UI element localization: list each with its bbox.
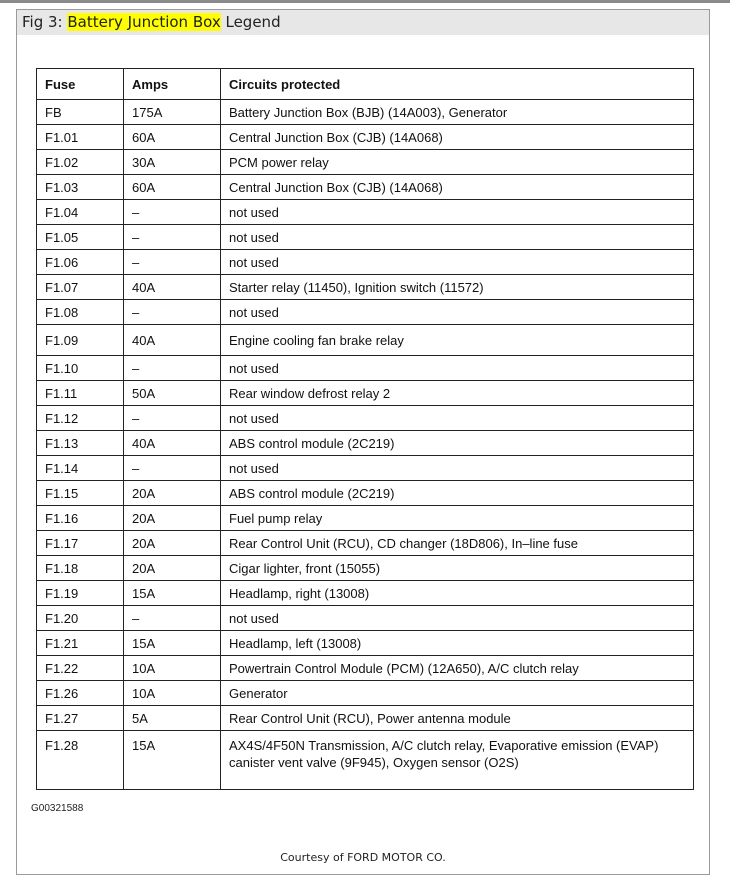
courtesy-credit: Courtesy of FORD MOTOR CO.	[280, 851, 446, 864]
circuit-cell: Headlamp, left (13008)	[221, 631, 694, 656]
circuit-cell: not used	[221, 225, 694, 250]
amps-cell: 30A	[124, 150, 221, 175]
fuse-cell: F1.09	[37, 325, 124, 356]
table-row	[37, 275, 694, 300]
table-row	[37, 681, 694, 706]
circuit-cell: Rear Control Unit (RCU), Power antenna module	[221, 706, 694, 731]
amps-cell: 20A	[124, 531, 221, 556]
table-row	[37, 300, 694, 325]
fuse-cell: F1.12	[37, 406, 124, 431]
fuse-cell: F1.22	[37, 656, 124, 681]
fuse-cell: F1.27	[37, 706, 124, 731]
table-row	[37, 656, 694, 681]
circuit-cell: not used	[221, 606, 694, 631]
table-row	[37, 431, 694, 456]
fuse-cell: F1.15	[37, 481, 124, 506]
fuse-cell: F1.17	[37, 531, 124, 556]
circuit-cell: ABS control module (2C219)	[221, 481, 694, 506]
amps-cell: 10A	[124, 681, 221, 706]
header-circuits: Circuits protected	[221, 69, 694, 100]
circuit-cell: not used	[221, 300, 694, 325]
circuit-cell: Powertrain Control Module (PCM) (12A650), A/C clutch relay	[221, 656, 694, 681]
amps-cell: 15A	[124, 581, 221, 606]
figure-frame	[16, 9, 710, 875]
fuse-cell: F1.10	[37, 356, 124, 381]
table-row	[37, 606, 694, 631]
fuse-cell: F1.18	[37, 556, 124, 581]
amps-cell: –	[124, 225, 221, 250]
table-row	[37, 250, 694, 275]
fuse-table	[36, 68, 694, 790]
circuit-cell: not used	[221, 200, 694, 225]
amps-cell: 20A	[124, 556, 221, 581]
amps-cell: –	[124, 250, 221, 275]
amps-cell: 5A	[124, 706, 221, 731]
circuit-cell: Headlamp, right (13008)	[221, 581, 694, 606]
circuit-cell: Generator	[221, 681, 694, 706]
circuit-cell: not used	[221, 356, 694, 381]
table-row	[37, 731, 694, 790]
circuit-cell: Rear window defrost relay 2	[221, 381, 694, 406]
caption-highlight: Battery Junction Box	[67, 13, 221, 31]
figure-id: G00321588	[31, 803, 84, 814]
fuse-cell: F1.04	[37, 200, 124, 225]
caption-suffix: Legend	[220, 13, 281, 31]
table-header-row	[37, 69, 694, 100]
amps-cell: –	[124, 300, 221, 325]
table-row	[37, 706, 694, 731]
circuit-cell: Central Junction Box (CJB) (14A068)	[221, 125, 694, 150]
amps-cell: –	[124, 356, 221, 381]
amps-cell: 40A	[124, 325, 221, 356]
amps-cell: 10A	[124, 656, 221, 681]
fuse-cell: F1.08	[37, 300, 124, 325]
table-row	[37, 225, 694, 250]
circuit-cell: Cigar lighter, front (15055)	[221, 556, 694, 581]
amps-cell: –	[124, 200, 221, 225]
circuit-cell: Starter relay (11450), Ignition switch (11572)	[221, 275, 694, 300]
table-row	[37, 581, 694, 606]
circuit-cell: Battery Junction Box (BJB) (14A003), Generator	[221, 100, 694, 125]
fuse-cell: F1.02	[37, 150, 124, 175]
header-fuse: Fuse	[37, 69, 124, 100]
table-body	[37, 100, 694, 790]
top-rule	[0, 0, 730, 3]
table-row	[37, 356, 694, 381]
amps-cell: 20A	[124, 506, 221, 531]
table-row	[37, 200, 694, 225]
table-row	[37, 456, 694, 481]
figure-caption	[17, 10, 709, 35]
circuit-cell: Engine cooling fan brake relay	[221, 325, 694, 356]
circuit-cell: Fuel pump relay	[221, 506, 694, 531]
amps-cell: 50A	[124, 381, 221, 406]
table-row	[37, 175, 694, 200]
fuse-cell: F1.06	[37, 250, 124, 275]
table-row	[37, 381, 694, 406]
table-row	[37, 531, 694, 556]
circuit-cell: PCM power relay	[221, 150, 694, 175]
amps-cell: –	[124, 606, 221, 631]
table-row	[37, 631, 694, 656]
table-row	[37, 481, 694, 506]
fuse-cell: F1.11	[37, 381, 124, 406]
circuit-cell: not used	[221, 456, 694, 481]
circuit-cell: Rear Control Unit (RCU), CD changer (18D806), In–line fuse	[221, 531, 694, 556]
header-amps: Amps	[124, 69, 221, 100]
circuit-cell: Central Junction Box (CJB) (14A068)	[221, 175, 694, 200]
amps-cell: 60A	[124, 175, 221, 200]
table-row	[37, 150, 694, 175]
amps-cell: 40A	[124, 275, 221, 300]
fuse-cell: F1.13	[37, 431, 124, 456]
fuse-cell: F1.20	[37, 606, 124, 631]
table-row	[37, 506, 694, 531]
amps-cell: 60A	[124, 125, 221, 150]
table-row	[37, 100, 694, 125]
fuse-cell: F1.28	[37, 731, 124, 790]
fuse-cell: FB	[37, 100, 124, 125]
circuit-cell: not used	[221, 250, 694, 275]
table-row	[37, 556, 694, 581]
fuse-cell: F1.01	[37, 125, 124, 150]
circuit-cell: ABS control module (2C219)	[221, 431, 694, 456]
fuse-cell: F1.05	[37, 225, 124, 250]
circuit-cell: not used	[221, 406, 694, 431]
fuse-cell: F1.03	[37, 175, 124, 200]
fuse-cell: F1.14	[37, 456, 124, 481]
caption-prefix: Fig 3:	[22, 13, 68, 31]
amps-cell: 15A	[124, 731, 221, 790]
amps-cell: –	[124, 456, 221, 481]
fuse-cell: F1.19	[37, 581, 124, 606]
fuse-cell: F1.26	[37, 681, 124, 706]
amps-cell: 175A	[124, 100, 221, 125]
table-row	[37, 325, 694, 356]
table-row	[37, 125, 694, 150]
circuit-cell: AX4S/4F50N Transmission, A/C clutch relay, Evaporative emission (EVAP) canister vent valve (9F945), Oxygen sensor (O2S)	[221, 731, 694, 790]
fuse-cell: F1.16	[37, 506, 124, 531]
fuse-cell: F1.21	[37, 631, 124, 656]
fuse-cell: F1.07	[37, 275, 124, 300]
amps-cell: 20A	[124, 481, 221, 506]
amps-cell: –	[124, 406, 221, 431]
amps-cell: 40A	[124, 431, 221, 456]
amps-cell: 15A	[124, 631, 221, 656]
table-row	[37, 406, 694, 431]
